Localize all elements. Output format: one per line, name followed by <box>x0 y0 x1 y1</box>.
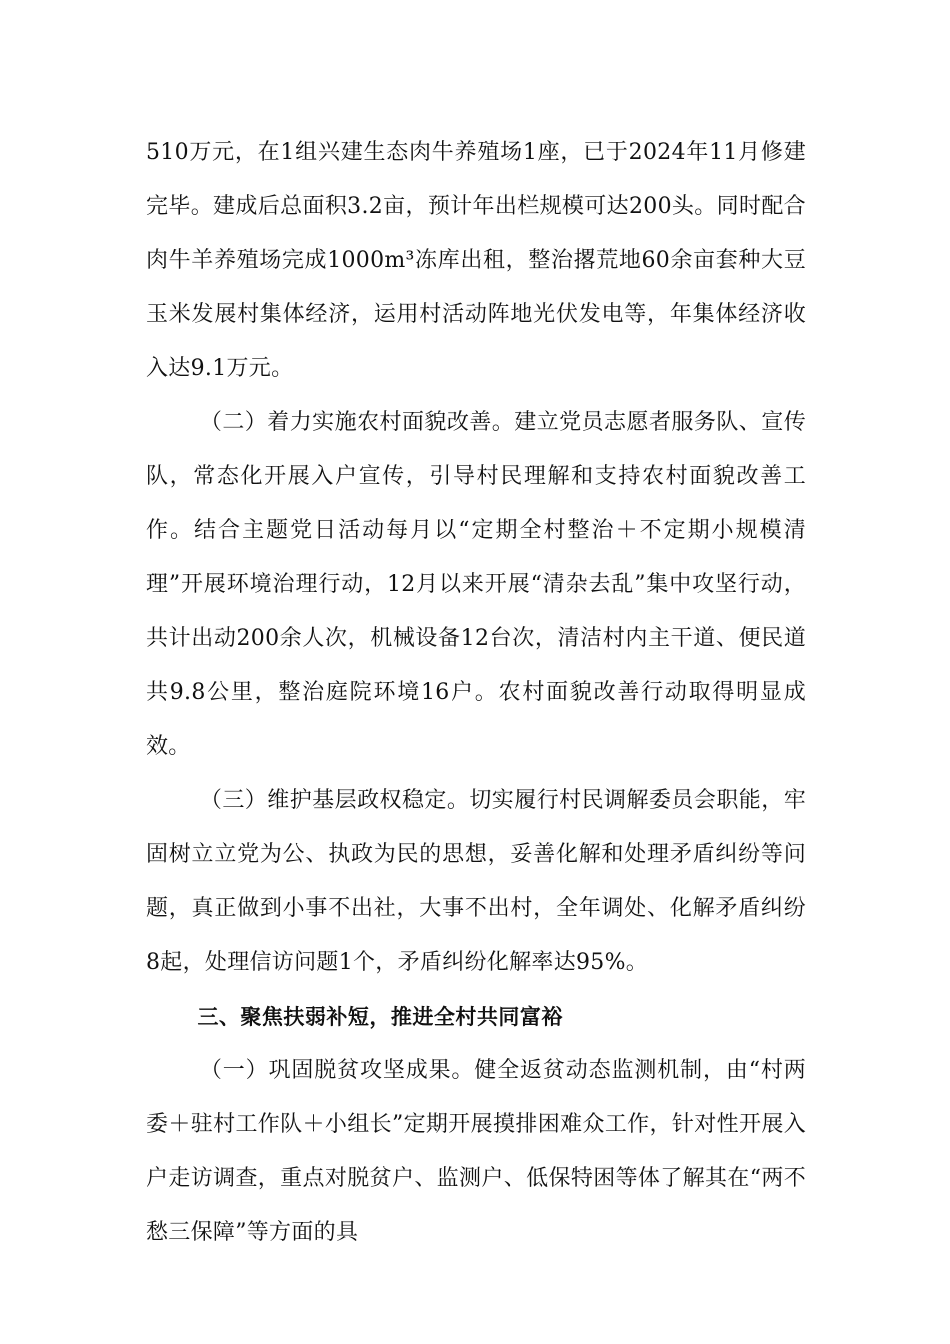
paragraph-poverty-consolidation: （一）巩固脱贫攻坚成果。健全返贫动态监测机制，由“村两委＋驻村工作队＋小组长”定期开展摸排困难众工作，针对性开展入户走访调查，重点对脱贫户、监测户、低保特困等体了解其在“两不愁三保障”等方面的具 <box>146 1058 806 1245</box>
paragraph-grassroots-stability: （三）维护基层政权稳定。切实履行村民调解委员会职能，牢固树立立党为公、执政为民的思想，妥善化解和处理矛盾纠纷等问题，真正做到小事不出社，大事不出村，全年调处、化解矛盾纠纷8起，处理信访问题1个，矛盾纠纷化解率达95%。 <box>146 788 806 975</box>
paragraph-rural-improvement: （二）着力实施农村面貌改善。建立党员志愿者服务队、宣传队，常态化开展入户宣传，引导村民理解和支持农村面貌改善工作。结合主题党日活动每月以“定期全村整治＋不定期小规模清理”开展环境治理行动，12月以来开展“清杂去乱”集中攻坚行动，共计出动200余人次，机械设备12台次，清洁村内主干道、便民道共9.8公里，整治庭院环境16户。农村面貌改善行动取得明显成效。 <box>146 410 806 759</box>
document-page <box>146 126 806 1260</box>
section-heading-common-prosperity: 三、聚焦扶弱补短，推进全村共同富裕 <box>197 1005 563 1029</box>
paragraph-collective-economy: 510万元，在1组兴建生态肉牛养殖场1座，已于2024年11月修建完毕。建成后总面积3.2亩，预计年出栏规模可达200头。同时配合肉牛羊养殖场完成1000m³冻库出租，整治撂荒地60余亩套种大豆玉米发展村集体经济，运用村活动阵地光伏发电等，年集体经济收入达9.1万元。 <box>146 140 806 381</box>
